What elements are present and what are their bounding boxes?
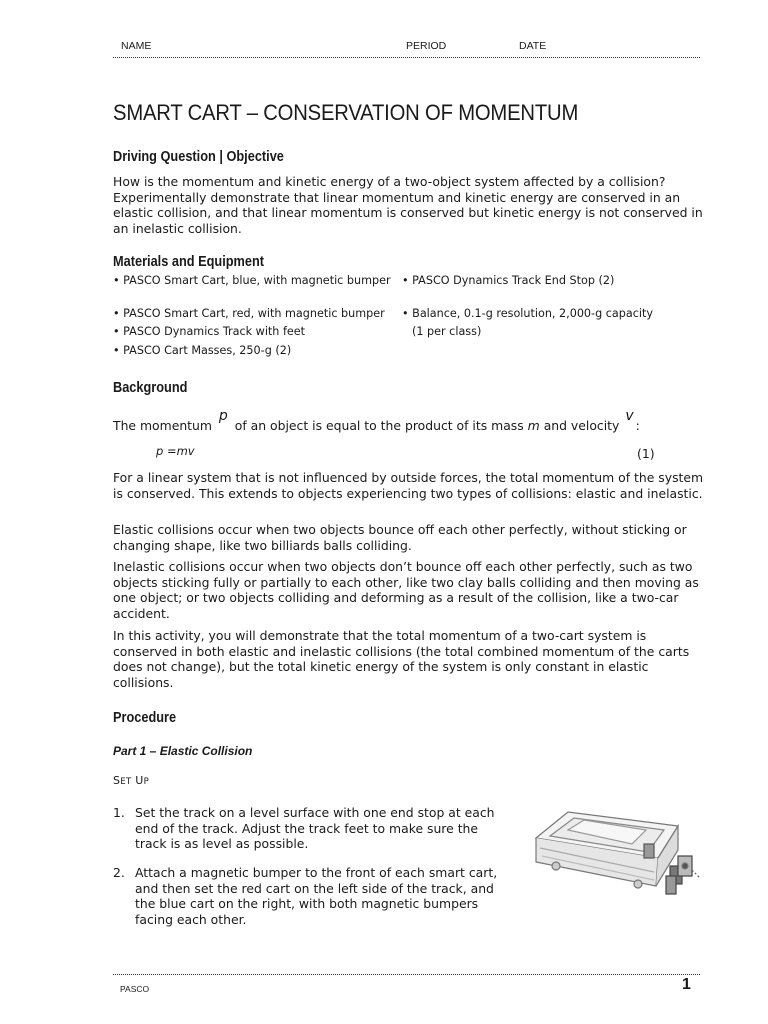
setup-heading: SET UP	[113, 774, 150, 787]
procedure-heading: Procedure	[113, 710, 177, 726]
velocity-symbol: v	[625, 408, 634, 424]
name-label: NAME	[121, 40, 152, 52]
driving-question-heading: Driving Question | Objective	[113, 149, 284, 165]
momentum-and: and velocity	[543, 418, 620, 433]
background-paragraph: In this activity, you will demonstrate that the total momentum of a two-cart system is conserved in both elastic and inelastic collisions (the total combined momentum of the carts does not change), but the total kinetic energy of the system is only constant in elastic collisions.	[113, 628, 690, 690]
material-item: • PASCO Dynamics Track with feet	[113, 325, 306, 338]
background-paragraph: For a linear system that is not influenced by outside forces, the total momentum of the system is conserved. This extends to objects experiencing two types of collisions: elastic and inelastic.	[113, 470, 704, 501]
part1-heading: Part 1 – Elastic Collision	[113, 744, 253, 758]
background-heading: Background	[113, 380, 188, 396]
step-text: Attach a magnetic bumper to the front of each smart cart, and then set the red cart on the left side of the track, and the blue cart on the right, with both magnetic bumpers facing each other.	[135, 865, 498, 927]
material-item: (1 per class)	[412, 325, 482, 338]
footer-divider	[113, 974, 700, 975]
material-item: • PASCO Smart Cart, blue, with magnetic bumper	[113, 274, 391, 287]
background-paragraph: Elastic collisions occur when two objects bounce off each other perfectly, without sticking or changing shape, like two billiards balls colliding.	[113, 522, 687, 553]
momentum-sentence	[113, 408, 640, 434]
material-item: • PASCO Smart Cart, red, with magnetic bumper	[113, 307, 385, 320]
mass-symbol: m	[527, 418, 540, 433]
material-item: • PASCO Dynamics Track End Stop (2)	[402, 274, 615, 287]
driving-question-text: How is the momentum and kinetic energy of a two-object system affected by a collision? Experimentally demonstrate that linear momentum and kinetic energy are conserved in an elastic collision, and that linear momentum is conserved but kinetic energy is not conserved in an inelastic collision.	[113, 174, 703, 236]
background-paragraph: Inelastic collisions occur when two objects don’t bounce off each other perfectly, such as two objects sticking fully or partially to each other, like two clay balls colliding and then moving as one object; or two objects colliding and deforming as a result of the collision, like a two-car accident.	[113, 559, 699, 621]
momentum-middle: of an object is equal to the product of its mass	[234, 418, 524, 433]
page-number: 1	[682, 976, 691, 993]
colon: :	[635, 418, 640, 433]
smart-cart-illustration	[528, 800, 703, 905]
momentum-symbol: p	[218, 408, 228, 424]
momentum-equation: p =mv	[156, 444, 195, 458]
footer-brand: PASCO	[120, 984, 150, 994]
step-number: 1.	[113, 805, 125, 820]
step-text: Set the track on a level surface with one end stop at each end of the track. Adjust the track feet to make sure the track is as level as possible.	[135, 805, 495, 851]
header-divider	[113, 57, 700, 58]
momentum-prefix: The momentum	[113, 418, 212, 433]
date-label: DATE	[519, 40, 547, 52]
equation-number: (1)	[637, 446, 655, 461]
materials-heading: Materials and Equipment	[113, 254, 265, 270]
page-title: SMART CART – CONSERVATION OF MOMENTUM	[113, 100, 579, 125]
material-item: • PASCO Cart Masses, 250-g (2)	[113, 344, 292, 357]
step-number: 2.	[113, 865, 125, 880]
period-label: PERIOD	[406, 40, 447, 52]
material-item: • Balance, 0.1-g resolution, 2,000-g capacity	[402, 307, 653, 320]
